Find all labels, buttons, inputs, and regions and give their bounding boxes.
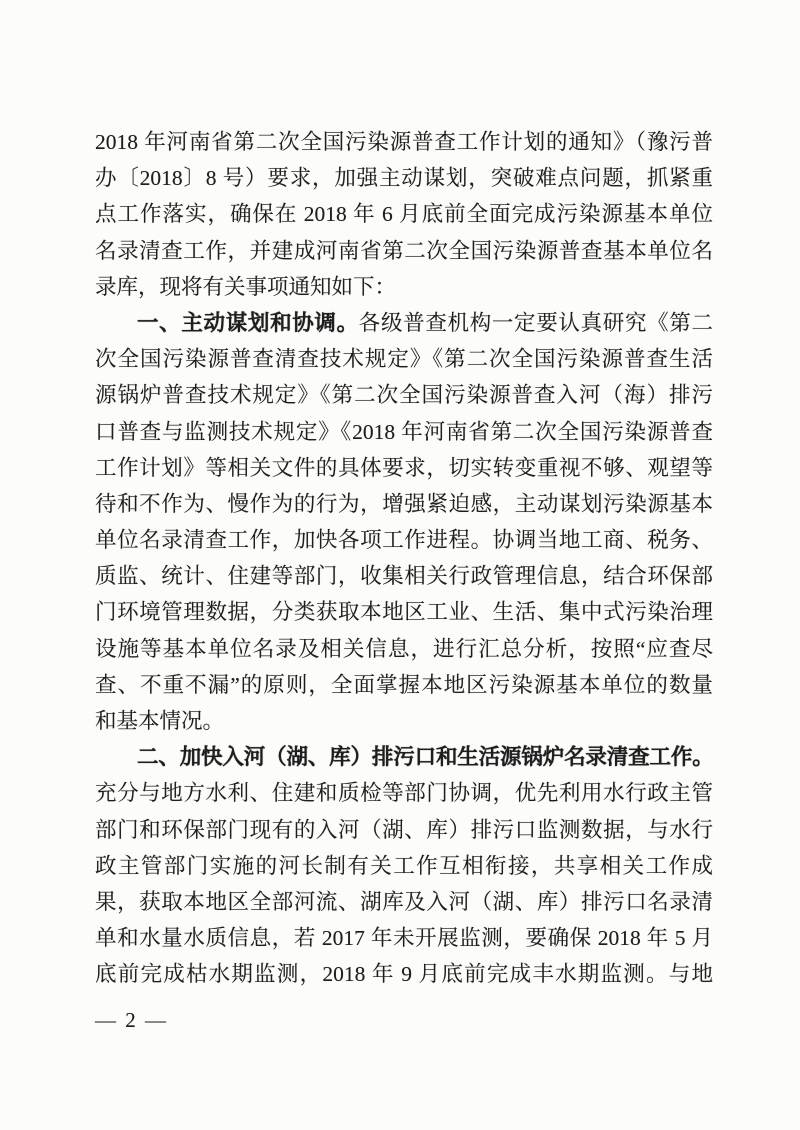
text-line xyxy=(95,377,713,413)
text-line xyxy=(95,233,713,269)
text-line xyxy=(95,848,713,884)
body-text: 质监、统计、住建等部门，收集相关行政管理信息，结合环保部 xyxy=(95,564,713,589)
body-text: 待和不作为、慢作为的行为，增强紧迫感，主动谋划污染源基本 xyxy=(95,491,713,516)
body-text: 次全国污染源普查清查技术规定》《第二次全国污染源普查生活 xyxy=(95,347,713,372)
text-line xyxy=(95,631,713,667)
heading-text: 一、主动谋划和协调。 xyxy=(137,310,359,335)
text-line xyxy=(95,594,713,630)
body-text: 设施等基本单位名录及相关信息，进行汇总分析，按照“应查尽 xyxy=(95,636,713,661)
text-line xyxy=(95,414,713,450)
body-text: 门环境管理数据，分类获取本地区工业、生活、集中式污染治理 xyxy=(95,600,713,625)
body-text: 单和水量水质信息，若 2017 年未开展监测，要确保 2018 年 5 月 xyxy=(95,926,713,951)
body-text: 底前完成枯水期监测，2018 年 9 月底前完成丰水期监测。与地 xyxy=(95,962,713,987)
body-text: 单位名录清查工作，加快各项工作进程。协调当地工商、税务、 xyxy=(95,528,713,553)
body-text: 果，获取本地区全部河流、湖库及入河（湖、库）排污口名录清 xyxy=(95,889,713,914)
section-1-heading-line xyxy=(95,305,713,341)
body-text: 和基本情况。 xyxy=(95,709,225,733)
body-text: 源锅炉普查技术规定》《第二次全国污染源普查入河（海）排污 xyxy=(95,383,713,408)
body-text: 政主管部门实施的河长制有关工作互相衔接，共享相关工作成 xyxy=(95,853,713,878)
text-line xyxy=(95,341,713,377)
body-text: 办〔2018〕8 号）要求，加强主动谋划，突破难点问题，抓紧重 xyxy=(95,166,713,191)
body-text: 查、不重不漏”的原则，全面掌握本地区污染源基本单位的数量 xyxy=(95,672,713,697)
body-text: 各级普查机构一定要认真研究《第二 xyxy=(358,310,713,335)
text-line xyxy=(95,522,713,558)
section-2-heading-line xyxy=(95,739,713,775)
body-text: 2018 年河南省第二次全国污染源普查工作计划的通知》（豫污普 xyxy=(95,130,713,154)
heading-text: 二、加快入河（湖、库）排污口和生活源锅炉名录清查工作。 xyxy=(137,745,713,770)
text-line xyxy=(95,703,713,739)
text-line xyxy=(95,667,713,703)
page-number: — 2 — xyxy=(95,1008,168,1032)
text-block xyxy=(95,124,713,993)
text-line xyxy=(95,884,713,920)
text-line xyxy=(95,812,713,848)
body-text: 录库，现将有关事项通知如下： xyxy=(95,274,397,299)
text-line xyxy=(95,269,713,305)
text-line xyxy=(95,775,713,811)
body-text: 部门和环保部门现有的入河（湖、库）排污口监测数据，与水行 xyxy=(95,817,713,842)
text-line xyxy=(95,160,713,196)
text-line xyxy=(95,558,713,594)
body-text: 充分与地方水利、住建和质检等部门协调，优先利用水行政主管 xyxy=(95,781,713,806)
text-line xyxy=(95,124,713,160)
text-line xyxy=(95,196,713,232)
text-line xyxy=(95,450,713,486)
body-text: 工作计划》等相关文件的具体要求，切实转变重视不够、观望等 xyxy=(95,455,713,480)
text-line xyxy=(95,956,713,992)
body-text: 名录清查工作，并建成河南省第二次全国污染源普查基本单位名 xyxy=(95,238,713,263)
body-text: 点工作落实，确保在 2018 年 6 月底前全面完成污染源基本单位 xyxy=(95,202,713,227)
text-line xyxy=(95,920,713,956)
text-line xyxy=(95,486,713,522)
body-text: 口普查与监测技术规定》《2018 年河南省第二次全国污染源普查 xyxy=(95,419,713,444)
